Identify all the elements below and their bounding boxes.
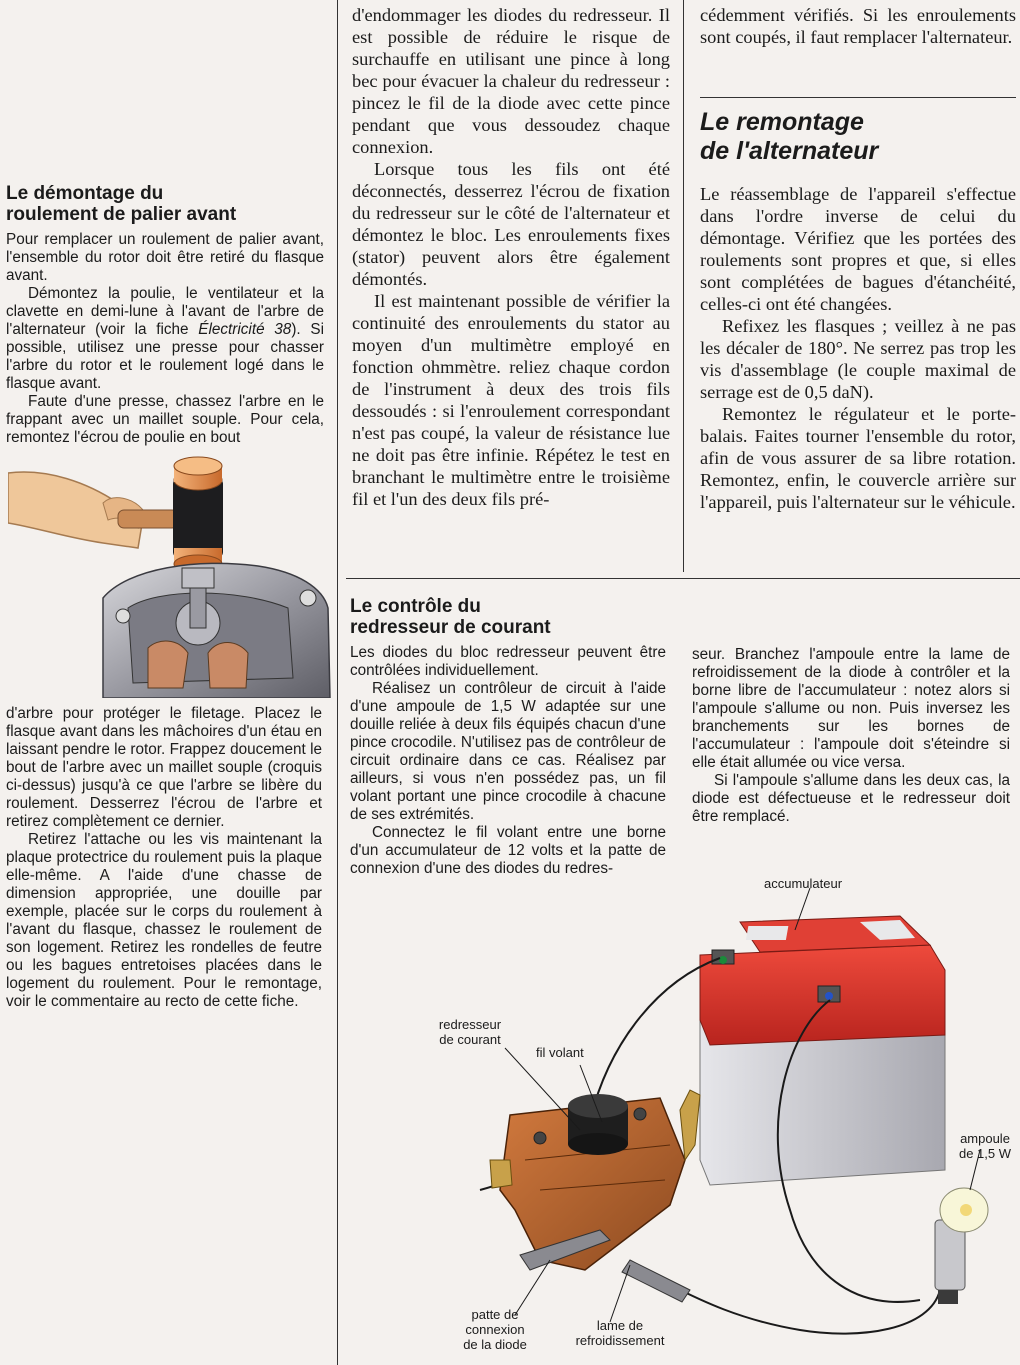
paragraph: Connectez le fil volant entre une borne d'un accumulateur de 12 volts et la patte de connexion d'une des diodes du redres- bbox=[350, 824, 666, 877]
middle-column bbox=[352, 4, 670, 510]
label-ampoule: ampoule de 1,5 W bbox=[958, 1131, 1012, 1161]
section-rule-bottom bbox=[346, 578, 1020, 579]
paragraph: d'endommager les diodes du redresseur. Il est possible de réduire le risque de surchauffe en utilisant une pince à long bec pour évacuer la chaleur du redresseur : pincez le fil de la diode avec cette pince pendant que vous dessoudez chaque connexion. bbox=[352, 5, 670, 157]
paragraph: Réalisez un contrôleur de circuit à l'aide d'une ampoule de 1,5 W adaptée sur une douille reliée à deux fils équipés chacun d'une pince crocodile. N'utilisez pas de contrôleur de circuit ordinaire dans ce cas. Réalisez par ailleurs, si vous n'en possédez pas, un fil volant portant une pince crocodile à chacune de ses extrémités. bbox=[350, 680, 666, 823]
heading-line-1: Le remontage bbox=[700, 108, 864, 136]
label-redresseur-de-courant: redresseur de courant bbox=[438, 1017, 502, 1047]
bottom-column-1 bbox=[350, 644, 666, 878]
lamp bbox=[935, 1188, 988, 1304]
leader-lame bbox=[610, 1265, 630, 1322]
paragraph: Démontez la poulie, le ventilateur et la clavette en demi-lune à l'avant de l'arbre de l'alternateur (voir la fiche Électricité 38). Si possible, utilisez une presse pour chasser l'arbre du rotor et le roulement logé dans le flasque avant. bbox=[6, 285, 324, 392]
heading-line-2: redresseur de courant bbox=[350, 617, 551, 638]
paragraph: cédemment vérifiés. Si les enroulements sont coupés, il faut remplacer l'alternateur. bbox=[700, 5, 1016, 47]
paragraph: Refixez les flasques ; veillez à ne pas les décaler de 180°. Ne serrez pas trop les vis d'assemblage (le couple maximal de serrage est de 0,5 daN). bbox=[700, 316, 1016, 402]
section-heading-controle bbox=[350, 596, 670, 638]
left-column-top bbox=[6, 183, 324, 447]
hammer-illustration bbox=[8, 448, 338, 698]
paragraph: Faute d'une presse, chassez l'arbre en le frappant avec un maillet souple. Pour cela, remontez l'écrou de poulie en bout bbox=[6, 393, 324, 446]
reference-title: Électricité 38 bbox=[198, 321, 292, 338]
paragraph: Lorsque tous les fils ont été déconnectés, desserrez l'écrou de fixation du redresseur sur le côté de l'alternateur et démontez le bloc. Les enroulements fixes (stator) peuvent alors être également démontés. bbox=[352, 159, 670, 289]
battery bbox=[700, 916, 945, 1185]
label-lame-de-refroidissement: lame de refroidissement bbox=[575, 1318, 665, 1348]
left-column-bottom bbox=[6, 705, 322, 1011]
circuit-diagram bbox=[340, 860, 1020, 1360]
label-accumulateur: accumulateur bbox=[764, 876, 843, 891]
section-rule-remontage bbox=[700, 97, 1016, 98]
column-rule-right-top bbox=[683, 0, 684, 572]
paragraph: Le réassemblage de l'appareil s'effectue dans l'ordre inverse de celui du démontage. Vérifiez que les portées des roulements sont propres et que, si elles sont complétées de bagues d'étanchéité, celles-ci ont été changées. bbox=[700, 184, 1016, 314]
paragraph: Si l'ampoule s'allume dans les deux cas, la diode est défectueuse et le redresseur doit être remplacé. bbox=[692, 772, 1010, 825]
paragraph: Retirez l'attache ou les vis maintenant la plaque protectrice du roulement puis la plaque elle-même. A l'aide d'une chasse de dimension appropriée, une douille par exemple, placée sur le corps du roulement à l'avant du flasque, chassez le roulement de son logement. Retirez les rondelles de feutre ou les bagues entretoises placées dans le logement du roulement. Pour le remontage, voir le commentaire au recto de cette fiche. bbox=[6, 831, 322, 1010]
section-heading-demontage bbox=[6, 183, 324, 225]
right-column-body bbox=[700, 183, 1016, 513]
right-column-top bbox=[700, 4, 1016, 48]
heading-line-2: roulement de palier avant bbox=[6, 204, 237, 225]
section-heading-remontage bbox=[700, 108, 1016, 166]
paragraph: Remontez le régulateur et le porte-balais. Faites tourner l'ensemble du rotor, afin de vous assurer de sa libre rotation. Remontez, enfin, le couvercle arrière sur l'appareil, puis l'alternateur sur le véhicule. bbox=[700, 404, 1016, 512]
shaft-nut bbox=[182, 568, 214, 588]
heading-line-1: Le contrôle du bbox=[350, 596, 481, 617]
wire-lamp-to-clip bbox=[670, 1285, 940, 1334]
heading-line-2: de l'alternateur bbox=[700, 137, 879, 165]
label-patte-de-connexion: patte de connexion de la diode bbox=[463, 1307, 527, 1352]
paragraph: Les diodes du bloc redresseur peuvent être contrôlées individuellement. bbox=[350, 644, 666, 679]
paragraph: seur. Branchez l'ampoule entre la lame de refroidissement de la diode à contrôler et la borne libre de l'accumulateur : notez alors si l'ampoule s'allume ou non. Puis inversez les branchements sur les bornes de l'accumulateur : l'ampoule doit s'éteindre si elle était allumée ou vice versa. bbox=[692, 646, 1010, 771]
bottom-column-2 bbox=[692, 646, 1010, 826]
alligator-clip-right bbox=[622, 1260, 690, 1302]
paragraph: Il est maintenant possible de vérifier la continuité des enroulements du stator au moyen d'un multimètre employé en fonction ohmmètre. reliez chaque cordon de l'instrument à deux des trois fils dessoudés : si l'enroulement correspondant n'est pas coupé, la valeur de résistance lue ne doit pas être infinie. Répétez le test en branchant le multimètre entre le troisième fil et l'un des deux fils pré- bbox=[352, 291, 670, 509]
paragraph: d'arbre pour protéger le filetage. Placez le flasque avant dans les mâchoires d'un étau en laissant pendre le rotor. Frappez doucement le bout de l'arbre avec un maillet souple (croquis ci-dessus) jusqu'à ce que l'arbre se libère du roulement. Desserrez l'écrou de l'arbre et retirez complètement ce dernier. bbox=[6, 705, 322, 830]
label-fil-volant: fil volant bbox=[536, 1045, 584, 1060]
heading-line-1: Le démontage du bbox=[6, 183, 164, 204]
paragraph: Pour remplacer un roulement de palier avant, l'ensemble du rotor doit être retiré du flasque avant. bbox=[6, 231, 324, 284]
hammer-handle bbox=[118, 510, 178, 528]
